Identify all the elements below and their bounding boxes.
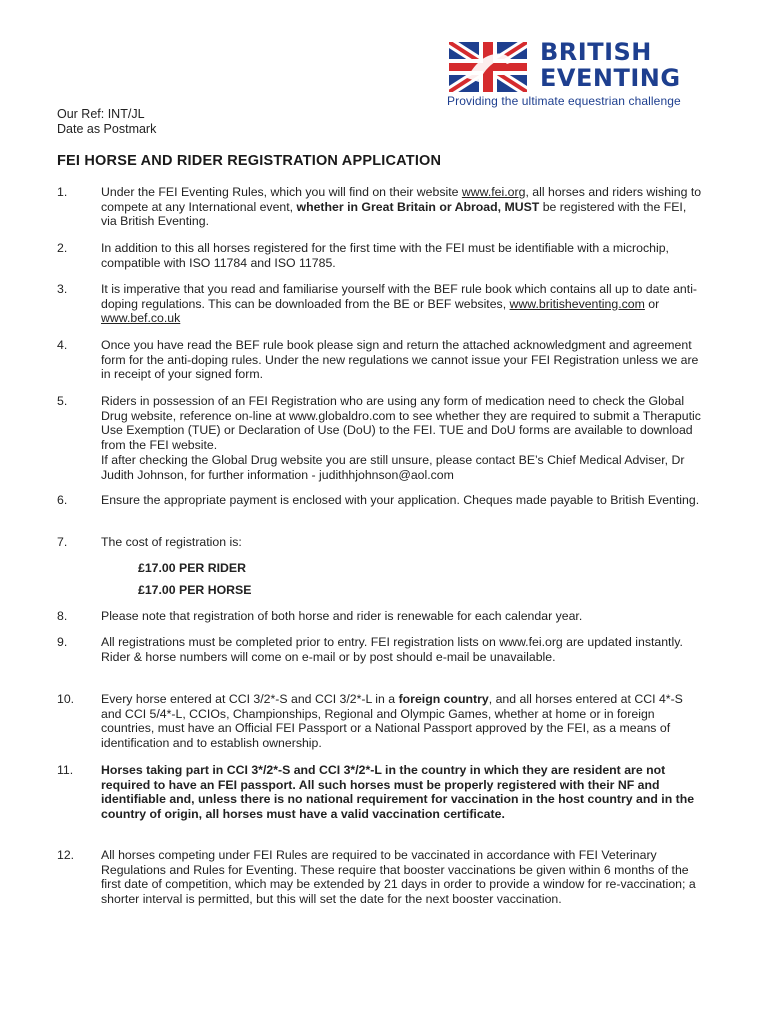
item-text-part: be registered with the FEI, via British Eventing.	[101, 199, 687, 229]
bef-link[interactable]: www.bef.co.uk	[101, 311, 181, 326]
item-number: 10.	[57, 692, 75, 706]
item-text: The cost of registration is:	[101, 535, 242, 549]
list-item-3	[57, 282, 702, 326]
item-text-part: , and all horses entered at CCI 4*-S and CCI 5/4*-L, CCIOs, Championships, Regional and Olympic Games, whether at home or in foreign countries, must have an Official FEI Passport or a National Passport approved by the FEI, as a means of identification and to establish ownership.	[101, 692, 683, 751]
item-text: All registrations must be completed prior to entry. FEI registration lists on www.fei.org are updated instantly. Rider & horse numbers will come on e-mail or by post should e-mail be unavailable.	[101, 635, 683, 664]
item-number: 4.	[57, 338, 68, 352]
item-paragraph: Riders in possession of an FEI Registration who are using any form of medication need to check the Global Drug website, reference on-line at www.globaldro.com to see whether they are required to submit a Theraputic Use Exemption (TUE) or Declaration of Use (DoU) to the FEI. TUE and DoU forms are available to download from the FEI website.	[101, 394, 701, 453]
item-paragraph: If after checking the Global Drug website you are still unsure, please contact BE’s Chief Medical Adviser, Dr Judith Johnson, for further information - judithhjohnson@aol.com	[101, 452, 685, 482]
fei-website-link[interactable]: www.fei.org	[461, 185, 526, 199]
union-flag-horse-icon	[449, 42, 527, 92]
item-number: 6.	[57, 493, 68, 507]
our-ref: Our Ref: INT/JL	[57, 107, 145, 121]
date-line: Date as Postmark	[57, 122, 157, 136]
logo-wordmark	[540, 39, 681, 91]
item-number: 3.	[57, 282, 68, 296]
item-text-part: , all horses and riders wishing to compete at any International event,	[101, 185, 702, 214]
list-item-6	[57, 493, 702, 508]
item-text: Once you have read the BEF rule book please sign and return the attached acknowledgment and agreement form for the anti-doping rules. Under the new regulations we cannot issue your FEI Registration unless we are in receipt of your signed form.	[101, 338, 699, 382]
list-item-2	[57, 241, 702, 270]
list-item-7	[57, 535, 702, 550]
item-text-part: Under the FEI Eventing Rules, which you will find on their website	[101, 185, 462, 199]
item-text-bold: foreign country	[398, 692, 489, 706]
list-item-12	[57, 848, 702, 907]
item-number: 11.	[57, 763, 74, 777]
price-horse: £17.00 PER HORSE	[138, 583, 252, 597]
item-number: 8.	[57, 609, 68, 623]
item-text-part: It is imperative that you read and familiarise yourself with the BEF rule book which contains all up to date anti-doping regulations. This can be downloaded from the BE or BEF websites,	[101, 282, 698, 311]
logo-line-british: BRITISH	[540, 38, 652, 66]
item-text	[101, 185, 702, 229]
item-number: 2.	[57, 241, 68, 255]
list-item-11	[57, 763, 702, 822]
list-item-5	[57, 394, 702, 482]
item-text-part: Every horse entered at CCI 3/2*-S and CCI 3/2*-L in a	[101, 692, 399, 706]
logo-tagline: Providing the ultimate equestrian challenge	[447, 94, 681, 108]
item-text: All horses competing under FEI Rules are required to be vaccinated in accordance with FEI Veterinary Regulations and Rules for Eventing. These require that booster vaccinations be given within 6 months of the first date of competition, which may be extended by 21 days in order to provide a window for re-vaccination; a shorter interval is permitted, but this will set the date for the next booster vaccination.	[101, 848, 696, 907]
price-rider: £17.00 PER RIDER	[138, 561, 246, 575]
item-text	[101, 394, 702, 482]
item-text	[101, 763, 702, 822]
item-number: 5.	[57, 394, 68, 408]
item-text: In addition to this all horses registered for the first time with the FEI must be identifiable with a microchip, compatible with ISO 11784 and ISO 11785.	[101, 241, 669, 270]
page-title: FEI HORSE AND RIDER REGISTRATION APPLICATION	[57, 153, 442, 169]
reference-block	[57, 107, 156, 137]
item-number: 7.	[57, 535, 68, 549]
list-item-1	[57, 185, 702, 229]
item-text	[101, 282, 702, 326]
item-text: Please note that registration of both horse and rider is renewable for each calendar year.	[101, 609, 583, 623]
item-number: 12.	[57, 848, 75, 862]
item-text-part: or	[644, 296, 660, 311]
logo-line-eventing: EVENTING	[540, 64, 681, 92]
list-item-10	[57, 692, 702, 751]
list-item-8	[57, 609, 702, 624]
list-item-4	[57, 338, 702, 382]
list-item-9	[57, 635, 702, 664]
item-text-bold: Horses taking part in CCI 3*/2*-S and CCI 3*/2*-L in the country in which they are resident are not required to have an FEI passport. All such horses must be properly registered with their NF and identifiable and, unless there is no national requirement for vaccination in the host country and in the country of origin, all horses must have a valid vaccination certificate.	[101, 763, 695, 822]
item-number: 1.	[57, 185, 68, 199]
british-eventing-logo	[446, 38, 706, 110]
item-text-bold: whether in Great Britain or Abroad, MUST	[296, 199, 540, 214]
item-number: 9.	[57, 635, 68, 649]
item-text	[101, 692, 702, 751]
item-text: Ensure the appropriate payment is enclosed with your application. Cheques made payable to British Eventing.	[101, 493, 700, 507]
britisheventing-link[interactable]: www.britisheventing.com	[509, 296, 645, 311]
